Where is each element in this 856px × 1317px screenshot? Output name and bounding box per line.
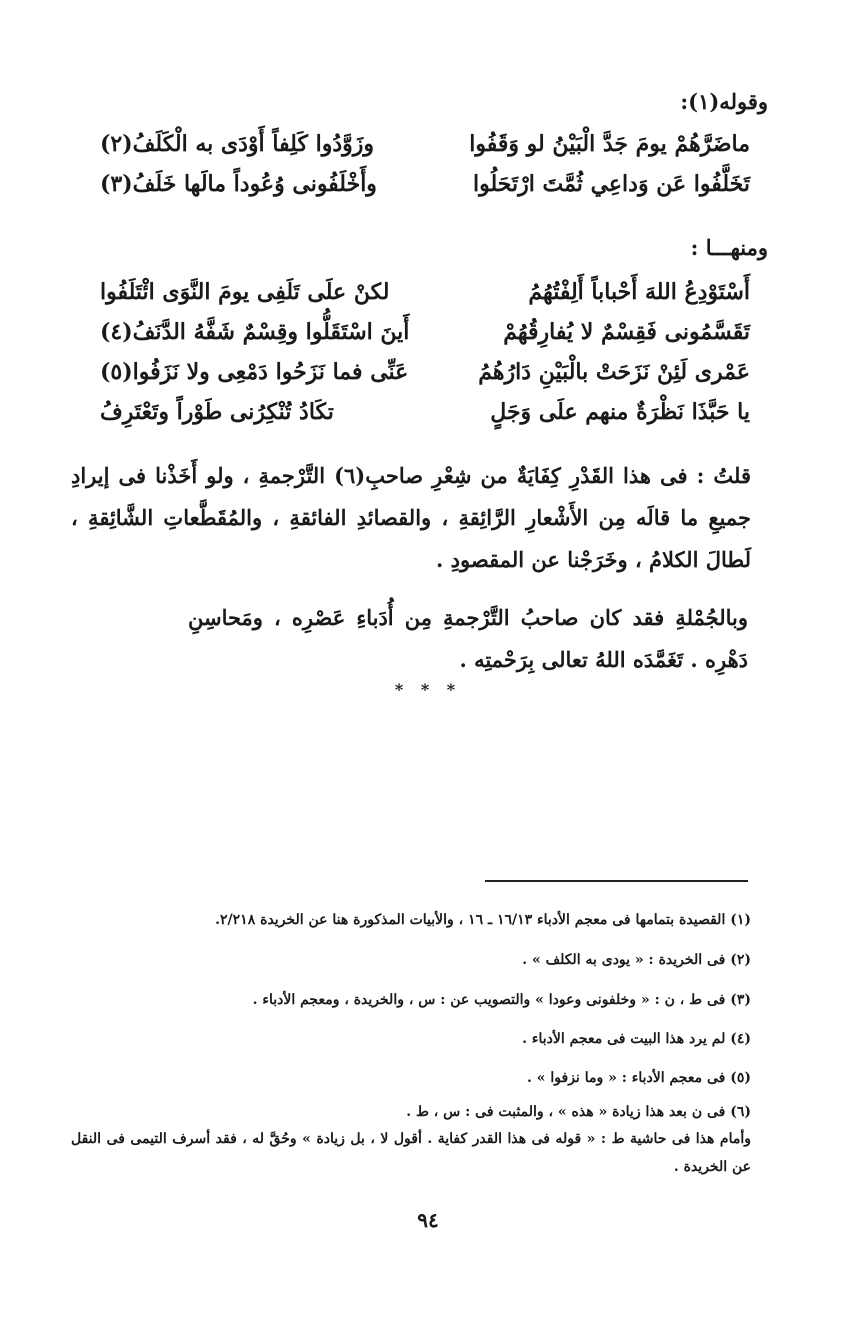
footnote-1-text: القصيدة بتمامها فى معجم الأدباء ١٦/١٣ ـ ١٦ ، والأبيات المذكورة هنا عن الخريدة ٢/٢١٨. bbox=[215, 912, 726, 928]
verse-1-second-hemistich: وزَوَّدُوا كَلِفاً أَوْدَى به الْكَلَفُ(٢) bbox=[100, 131, 374, 157]
footnote-1 bbox=[71, 905, 751, 935]
verse-1-first-hemistich: ماضَرَّهُمْ يومَ جَدَّ الْبَيْنُ لو وَقَفُوا bbox=[469, 131, 750, 157]
footnote-3-number: (٣) bbox=[730, 992, 751, 1008]
footnote-4 bbox=[71, 1024, 751, 1054]
footnote-3-text: فى ط ، ن : « وخلفونى وعودا » والتصويب عن : س ، والخريدة ، ومعجم الأدباء . bbox=[252, 992, 726, 1008]
verse-5-first-hemistich: عَمْرى لَئِنْ نَزَحَتْ بالْبَيْنِ دَارُهُمُ bbox=[478, 359, 750, 385]
section-separator: * * * bbox=[394, 680, 462, 699]
footnote-6-continuation: وأمام هذا فى حاشية ط : « قوله فى هذا القدر كفاية . أقول لا ، بل زيادة » وحُقَّ له ، فقد أسرف التيمى فى النقل عن الخريدة . bbox=[71, 1131, 751, 1175]
footnote-2 bbox=[71, 945, 751, 975]
intro-line-2: ومنهـــا : bbox=[690, 235, 768, 260]
verse-6 bbox=[100, 390, 750, 434]
footnote-3 bbox=[71, 985, 751, 1015]
footnote-5-text: فى معجم الأدباء : « وما نزفوا » . bbox=[527, 1070, 726, 1086]
verse-3-second-hemistich: لكنْ علَى تَلَفِى يومَ النَّوَى ائْتَلَفُوا bbox=[100, 279, 390, 305]
verse-3-first-hemistich: أَسْتَوْدِعُ اللهَ أَحْباباً أَلِفْتُهُمُ bbox=[528, 279, 750, 305]
footnote-2-text: فى الخريدة : « يودى به الكلف » . bbox=[522, 952, 726, 968]
verse-6-second-hemistich: تكَادُ تُنْكِرُنى طَوْراً وتَعْتَرِفُ bbox=[100, 399, 334, 425]
verse-2-second-hemistich: وأَخْلَفُونى وُعُوداً مالَها خَلَفُ(٣) bbox=[100, 171, 377, 197]
page-number: ٩٤ bbox=[417, 1208, 439, 1232]
footnote-6-number: (٦) bbox=[730, 1104, 751, 1120]
verse-3 bbox=[100, 270, 750, 314]
footnote-6 bbox=[71, 1097, 751, 1127]
intro-line-1: وقوله(١): bbox=[680, 89, 768, 114]
verse-4-first-hemistich: تَقَسَّمُونى فَقِسْمٌ لا يُفارِقُهُمْ bbox=[503, 319, 750, 345]
verse-4-second-hemistich: أَينَ اسْتَقَلُّوا وقِسْمٌ شَفَّهُ الدَّنَفُ(٤) bbox=[100, 319, 410, 345]
footnote-2-number: (٢) bbox=[730, 952, 751, 968]
footnote-6-text: فى ن بعد هذا زيادة « هذه » ، والمثبت فى : س ، ط . bbox=[406, 1104, 726, 1120]
verse-2-first-hemistich: تَخَلَّفُوا عَن وَداعِي ثُمَّتَ ارْتَحَلُوا bbox=[473, 171, 750, 197]
verse-4 bbox=[100, 310, 750, 354]
footnote-rule bbox=[485, 880, 748, 882]
footnote-1-number: (١) bbox=[730, 912, 751, 928]
verse-1 bbox=[100, 122, 750, 166]
footnote-5-number: (٥) bbox=[730, 1070, 751, 1086]
verse-6-first-hemistich: يا حَبَّذَا نَظْرَةٌ منهم علَى وَجَلٍ bbox=[490, 399, 750, 425]
footnote-4-text: لم يرد هذا البيت فى معجم الأدباء . bbox=[522, 1031, 726, 1047]
verse-5 bbox=[100, 350, 750, 394]
verse-5-second-hemistich: عَنِّى فما نَزَحُوا دَمْعِى ولا نَزَفُوا(٥) bbox=[100, 359, 409, 385]
footnote-4-number: (٤) bbox=[730, 1031, 751, 1047]
footnote-5 bbox=[71, 1063, 751, 1093]
verse-2 bbox=[100, 162, 750, 206]
prose-paragraph-2: وبالجُمْلةِ فقد كان صاحبُ التَّرْجمةِ مِن أُدَباءِ عَصْرِه ، ومَحاسِنِ دَهْرِه . تَغَمَّدَه اللهُ تعالى بِرَحْمتِه . bbox=[188, 605, 748, 672]
prose-paragraph-1: قلتُ : فى هذا القَدْرِ كِفَايَةٌ من شِعْرِ صاحبِ(٦) التَّرْجمةِ ، ولو أَخَذْنا فى إيرادِ جميعِ ما قالَه مِن الأَشْعارِ الرَّائِقةِ ، والقصائدِ الفائقةِ ، والمُقَطَّعاتِ الشَّائِقةِ ، لَطالَ الكلامُ ، وخَرَجْنا عن المقصودِ . bbox=[71, 463, 751, 572]
